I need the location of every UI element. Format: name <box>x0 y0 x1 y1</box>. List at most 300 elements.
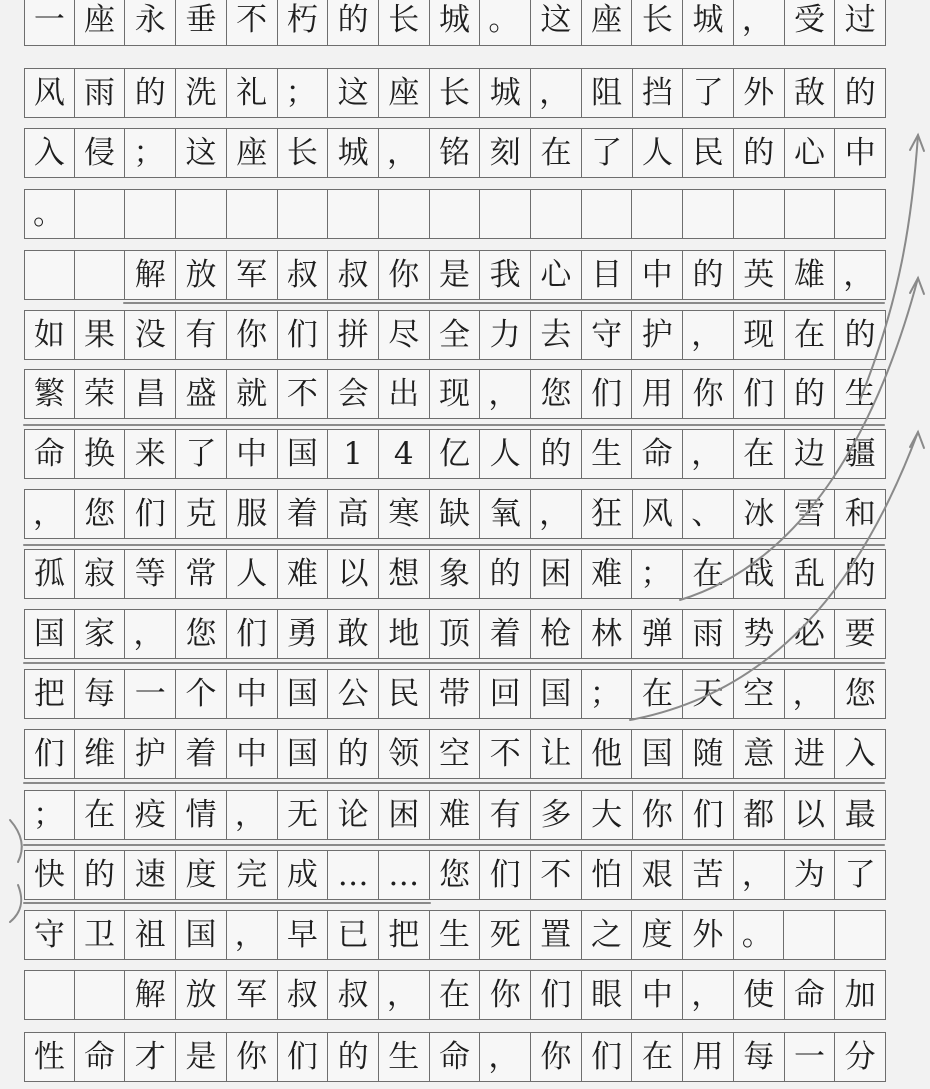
grid-cell: ； <box>24 790 75 840</box>
grid-cell: 他 <box>582 729 633 779</box>
grid-cell: 护 <box>125 729 176 779</box>
grid-cell: 昌 <box>125 369 176 419</box>
grid-cell: 叔 <box>278 250 329 300</box>
grid-cell: 缺 <box>430 489 481 539</box>
grid-cell: ； <box>582 669 633 719</box>
grid-cell: ， <box>531 68 582 118</box>
grid-cell: 长 <box>379 0 430 46</box>
grid-cell: 您 <box>430 850 481 900</box>
grid-cell: 的 <box>683 250 734 300</box>
grid-row <box>24 609 886 659</box>
grid-cell: 国 <box>632 729 683 779</box>
grid-cell: 叔 <box>328 970 379 1020</box>
grid-row <box>24 790 886 840</box>
grid-cell: 把 <box>379 910 430 960</box>
grid-cell: 枪 <box>531 609 582 659</box>
grid-cell: 为 <box>785 850 836 900</box>
grid-cell: 的 <box>835 68 886 118</box>
grid-row <box>24 850 886 900</box>
grid-cell: 的 <box>531 429 582 479</box>
grid-cell: 1 <box>328 429 379 479</box>
grid-cell: 铭 <box>430 128 481 178</box>
grid-cell: ， <box>785 669 836 719</box>
grid-cell: 分 <box>835 1032 886 1082</box>
grid-cell: 多 <box>531 790 582 840</box>
grid-cell: 象 <box>430 549 481 599</box>
grid-cell: 克 <box>176 489 227 539</box>
grid-cell: 军 <box>227 970 278 1020</box>
grid-cell: 亿 <box>430 429 481 479</box>
grid-row <box>24 369 886 419</box>
grid-cell: 。 <box>480 0 531 46</box>
grid-cell: 带 <box>430 669 481 719</box>
grid-cell: 冰 <box>734 489 785 539</box>
grid-cell: 人 <box>480 429 531 479</box>
grid-cell: 们 <box>24 729 75 779</box>
grid-cell: 的 <box>734 128 785 178</box>
grid-cell: 林 <box>582 609 633 659</box>
grid-cell: 空 <box>430 729 481 779</box>
grid-cell: 在 <box>632 1032 683 1082</box>
grid-cell: 着 <box>176 729 227 779</box>
grid-row <box>24 1032 886 1082</box>
grid-cell: ， <box>734 850 785 900</box>
grid-cell: 快 <box>24 850 75 900</box>
grid-cell: 困 <box>379 790 430 840</box>
grid-cell: 们 <box>582 1032 633 1082</box>
grid-cell: ， <box>24 489 75 539</box>
grid-cell: 是 <box>430 250 481 300</box>
grid-cell: 你 <box>683 369 734 419</box>
grid-cell: 中 <box>227 669 278 719</box>
grid-cell: 守 <box>24 910 75 960</box>
grid-cell: 天 <box>683 669 734 719</box>
grid-cell: 个 <box>176 669 227 719</box>
grid-cell: 回 <box>480 669 531 719</box>
grid-row <box>24 68 886 118</box>
grid-cell: 随 <box>683 729 734 779</box>
grid-cell: 守 <box>582 310 633 360</box>
grid-cell: 一 <box>785 1032 836 1082</box>
grid-cell: 生 <box>582 429 633 479</box>
grid-cell <box>683 189 734 239</box>
grid-cell: 刻 <box>480 128 531 178</box>
grid-cell: 在 <box>531 128 582 178</box>
grid-cell: 度 <box>176 850 227 900</box>
grid-cell: ， <box>683 970 734 1020</box>
grid-cell: 风 <box>633 489 684 539</box>
grid-cell: 都 <box>734 790 785 840</box>
grid-cell: ； <box>125 128 176 178</box>
grid-cell: 国 <box>176 910 227 960</box>
grid-cell: 怕 <box>582 850 633 900</box>
grid-cell <box>75 970 126 1020</box>
grid-cell: 雨 <box>75 68 126 118</box>
grid-cell: ； <box>632 549 683 599</box>
grid-cell: 疆 <box>835 429 886 479</box>
grid-cell: 放 <box>176 970 227 1020</box>
grid-cell: 换 <box>75 429 126 479</box>
grid-cell <box>582 189 633 239</box>
grid-cell: 们 <box>278 1032 329 1082</box>
grid-cell: 的 <box>480 549 531 599</box>
grid-cell: 心 <box>785 128 836 178</box>
grid-cell: 入 <box>835 729 886 779</box>
grid-cell: 目 <box>582 250 633 300</box>
grid-cell: 阻 <box>582 68 633 118</box>
grid-cell: 命 <box>632 429 683 479</box>
grid-cell: 你 <box>227 1032 278 1082</box>
grid-cell: 不 <box>480 729 531 779</box>
grid-cell: ， <box>227 790 278 840</box>
grid-cell <box>480 189 531 239</box>
grid-cell: 在 <box>785 310 836 360</box>
grid-cell: 顶 <box>430 609 481 659</box>
grid-cell: ， <box>379 970 430 1020</box>
grid-cell: 繁 <box>24 369 75 419</box>
grid-cell: 。 <box>24 189 75 239</box>
grid-cell: 了 <box>176 429 227 479</box>
grid-cell: 座 <box>379 68 430 118</box>
grid-cell: 是 <box>176 1032 227 1082</box>
grid-cell: 心 <box>531 250 582 300</box>
grid-cell: 盛 <box>176 369 227 419</box>
grid-cell: 有 <box>480 790 531 840</box>
grid-cell: 的 <box>328 729 379 779</box>
grid-cell: 一 <box>125 669 176 719</box>
grid-cell: 国 <box>278 669 329 719</box>
grid-cell: 维 <box>75 729 126 779</box>
grid-cell: 力 <box>480 310 531 360</box>
grid-cell: 你 <box>480 970 531 1020</box>
grid-cell: 以 <box>785 790 836 840</box>
grid-cell: 们 <box>125 489 176 539</box>
grid-cell: 勇 <box>278 609 329 659</box>
grid-row <box>24 729 886 779</box>
grid-cell: 生 <box>430 910 481 960</box>
grid-cell: 护 <box>632 310 683 360</box>
grid-cell: 意 <box>734 729 785 779</box>
grid-cell: 想 <box>379 549 430 599</box>
grid-cell: 外 <box>683 910 734 960</box>
grid-row <box>24 910 886 960</box>
grid-cell: 卫 <box>75 910 126 960</box>
grid-cell: 眼 <box>582 970 633 1020</box>
grid-cell: 长 <box>278 128 329 178</box>
grid-cell: 常 <box>176 549 227 599</box>
grid-cell: 城 <box>328 128 379 178</box>
grid-cell: 来 <box>125 429 176 479</box>
grid-cell: 长 <box>430 68 481 118</box>
grid-cell: 这 <box>531 0 582 46</box>
grid-cell <box>785 189 836 239</box>
grid-cell: 艰 <box>632 850 683 900</box>
grid-cell: 的 <box>785 369 836 419</box>
grid-cell <box>531 189 582 239</box>
grid-cell: 中 <box>227 429 278 479</box>
grid-cell: 命 <box>75 1032 126 1082</box>
grid-cell: 使 <box>734 970 785 1020</box>
grid-cell: 这 <box>328 68 379 118</box>
grid-cell: 中 <box>227 729 278 779</box>
grid-cell <box>784 910 835 960</box>
grid-cell: 和 <box>835 489 886 539</box>
grid-cell: 不 <box>531 850 582 900</box>
grid-cell: 英 <box>734 250 785 300</box>
grid-cell: 苦 <box>683 850 734 900</box>
grid-cell: ， <box>734 0 785 46</box>
grid-row <box>24 250 886 300</box>
grid-cell: 没 <box>125 310 176 360</box>
grid-cell: 在 <box>734 429 785 479</box>
grid-cell: 边 <box>785 429 836 479</box>
grid-cell: 的 <box>835 549 886 599</box>
grid-cell: 出 <box>379 369 430 419</box>
grid-cell: 的 <box>835 310 886 360</box>
grid-cell: 去 <box>531 310 582 360</box>
grid-cell <box>24 970 75 1020</box>
grid-cell: 座 <box>75 0 126 46</box>
grid-cell: 高 <box>328 489 379 539</box>
grid-cell: 置 <box>531 910 582 960</box>
grid-cell <box>379 189 430 239</box>
grid-cell: ， <box>379 128 430 178</box>
grid-row <box>24 0 886 46</box>
grid-cell <box>835 910 886 960</box>
grid-cell: 国 <box>278 429 329 479</box>
grid-cell: 、 <box>683 489 734 539</box>
grid-cell: 您 <box>835 669 886 719</box>
grid-cell: 难 <box>582 549 633 599</box>
grid-cell: 之 <box>582 910 633 960</box>
grid-cell: 叔 <box>328 250 379 300</box>
grid-cell: 战 <box>734 549 785 599</box>
grid-cell: 命 <box>24 429 75 479</box>
grid-cell: 如 <box>24 310 75 360</box>
grid-cell <box>278 189 329 239</box>
grid-cell <box>632 189 683 239</box>
grid-cell: 你 <box>227 310 278 360</box>
grid-cell: 无 <box>278 790 329 840</box>
grid-cell: 放 <box>176 250 227 300</box>
grid-row <box>24 310 886 360</box>
grid-cell: 国 <box>24 609 75 659</box>
grid-cell: 军 <box>227 250 278 300</box>
grid-cell: 果 <box>75 310 126 360</box>
grid-cell: 长 <box>632 0 683 46</box>
grid-cell: 势 <box>734 609 785 659</box>
grid-cell: 你 <box>531 1032 582 1082</box>
grid-cell: 不 <box>227 0 278 46</box>
grid-cell: 了 <box>582 128 633 178</box>
grid-cell: 性 <box>24 1032 75 1082</box>
grid-cell: 寒 <box>379 489 430 539</box>
grid-cell: 命 <box>785 970 836 1020</box>
grid-cell: 人 <box>227 549 278 599</box>
grid-cell: 最 <box>835 790 886 840</box>
grid-cell: 你 <box>379 250 430 300</box>
grid-cell: 要 <box>835 609 886 659</box>
grid-cell: ， <box>227 910 278 960</box>
grid-cell: 氧 <box>480 489 531 539</box>
grid-cell: 会 <box>328 369 379 419</box>
grid-cell: 过 <box>835 0 886 46</box>
grid-cell: 以 <box>328 549 379 599</box>
grid-cell: … <box>379 850 430 900</box>
grid-cell: 地 <box>379 609 430 659</box>
grid-cell: 进 <box>785 729 836 779</box>
grid-cell: 们 <box>278 310 329 360</box>
grid-cell: 永 <box>125 0 176 46</box>
grid-cell: 这 <box>176 128 227 178</box>
grid-cell: 有 <box>176 310 227 360</box>
grid-cell: 朽 <box>278 0 329 46</box>
grid-cell: ， <box>531 489 582 539</box>
grid-cell: 了 <box>683 68 734 118</box>
grid-cell: 4 <box>379 429 430 479</box>
grid-cell <box>430 189 481 239</box>
grid-cell: 论 <box>328 790 379 840</box>
grid-cell: 难 <box>278 549 329 599</box>
grid-cell <box>75 250 126 300</box>
grid-row <box>24 489 886 539</box>
grid-cell: 。 <box>734 910 785 960</box>
grid-cell: 的 <box>328 1032 379 1082</box>
grid-cell: 难 <box>430 790 481 840</box>
grid-cell: 命 <box>430 1032 481 1082</box>
grid-cell: 把 <box>24 669 75 719</box>
grid-cell <box>176 189 227 239</box>
grid-cell: 加 <box>835 970 886 1020</box>
grid-cell: 孤 <box>24 549 75 599</box>
grid-cell: 城 <box>683 0 734 46</box>
grid-cell: 弹 <box>632 609 683 659</box>
grid-cell: 生 <box>379 1032 430 1082</box>
grid-cell <box>835 189 886 239</box>
grid-cell: 情 <box>176 790 227 840</box>
grid-cell: 洗 <box>176 68 227 118</box>
grid-cell: 您 <box>176 609 227 659</box>
grid-cell: 等 <box>125 549 176 599</box>
grid-cell: 受 <box>785 0 836 46</box>
grid-cell: ， <box>835 250 886 300</box>
grid-cell: ， <box>683 429 734 479</box>
grid-cell: 才 <box>125 1032 176 1082</box>
grid-cell: 早 <box>278 910 329 960</box>
grid-cell <box>328 189 379 239</box>
grid-cell: 拼 <box>328 310 379 360</box>
grid-cell: 就 <box>227 369 278 419</box>
grid-cell: 疫 <box>125 790 176 840</box>
grid-cell: 国 <box>531 669 582 719</box>
grid-cell: 外 <box>734 68 785 118</box>
grid-cell: ， <box>125 609 176 659</box>
grid-cell: 必 <box>785 609 836 659</box>
grid-cell: 一 <box>24 0 75 46</box>
grid-cell: 着 <box>278 489 329 539</box>
grid-row <box>24 429 886 479</box>
grid-cell: 挡 <box>633 68 684 118</box>
grid-cell: 寂 <box>75 549 126 599</box>
grid-cell: 侵 <box>75 128 126 178</box>
grid-cell: 中 <box>835 128 886 178</box>
grid-cell: 用 <box>632 369 683 419</box>
grid-cell: ； <box>278 68 329 118</box>
grid-cell: 完 <box>227 850 278 900</box>
grid-cell: 民 <box>379 669 430 719</box>
grid-cell <box>24 250 75 300</box>
grid-row <box>24 189 886 239</box>
grid-cell: 敢 <box>328 609 379 659</box>
grid-cell: 困 <box>531 549 582 599</box>
grid-cell: 解 <box>125 970 176 1020</box>
grid-cell: 的 <box>75 850 126 900</box>
grid-cell: 敌 <box>785 68 836 118</box>
grid-cell: 中 <box>632 250 683 300</box>
grid-cell: 们 <box>683 790 734 840</box>
grid-row <box>24 549 886 599</box>
grid-cell: 雨 <box>683 609 734 659</box>
grid-cell: 们 <box>734 369 785 419</box>
grid-cell: 大 <box>582 790 633 840</box>
grid-cell: 的 <box>328 0 379 46</box>
grid-cell: 礼 <box>227 68 278 118</box>
grid-cell <box>125 189 176 239</box>
grid-cell: 国 <box>278 729 329 779</box>
grid-cell: 不 <box>278 369 329 419</box>
grid-cell: 尽 <box>379 310 430 360</box>
grid-cell: ， <box>683 310 734 360</box>
grid-row <box>24 669 886 719</box>
grid-cell: 民 <box>683 128 734 178</box>
grid-cell: 每 <box>75 669 126 719</box>
grid-cell: 雄 <box>785 250 836 300</box>
grid-cell: 度 <box>632 910 683 960</box>
grid-cell: … <box>328 850 379 900</box>
grid-cell: 狂 <box>582 489 633 539</box>
grid-cell: 每 <box>734 1032 785 1082</box>
grid-cell: 我 <box>480 250 531 300</box>
grid-cell: 城 <box>430 0 481 46</box>
grid-cell: 服 <box>227 489 278 539</box>
grid-cell: 们 <box>531 970 582 1020</box>
grid-cell: 祖 <box>125 910 176 960</box>
grid-cell: 荣 <box>75 369 126 419</box>
grid-row <box>24 970 886 1020</box>
grid-row <box>24 128 886 178</box>
grid-cell: 空 <box>734 669 785 719</box>
grid-cell: 在 <box>683 549 734 599</box>
grid-cell: 速 <box>125 850 176 900</box>
grid-cell: 座 <box>582 0 633 46</box>
grid-cell: 人 <box>633 128 684 178</box>
grid-cell: 家 <box>75 609 126 659</box>
grid-cell: ， <box>480 369 531 419</box>
grid-cell: 在 <box>430 970 481 1020</box>
grid-cell: 死 <box>480 910 531 960</box>
grid-cell: 现 <box>430 369 481 419</box>
grid-cell <box>734 189 785 239</box>
grid-cell: 在 <box>632 669 683 719</box>
grid-cell: ， <box>480 1032 531 1082</box>
grid-cell: 叔 <box>278 970 329 1020</box>
grid-cell: 全 <box>430 310 481 360</box>
grid-cell: 成 <box>278 850 329 900</box>
grid-cell: 们 <box>227 609 278 659</box>
grid-cell: 座 <box>227 128 278 178</box>
grid-cell: 着 <box>480 609 531 659</box>
grid-cell: 城 <box>480 68 531 118</box>
